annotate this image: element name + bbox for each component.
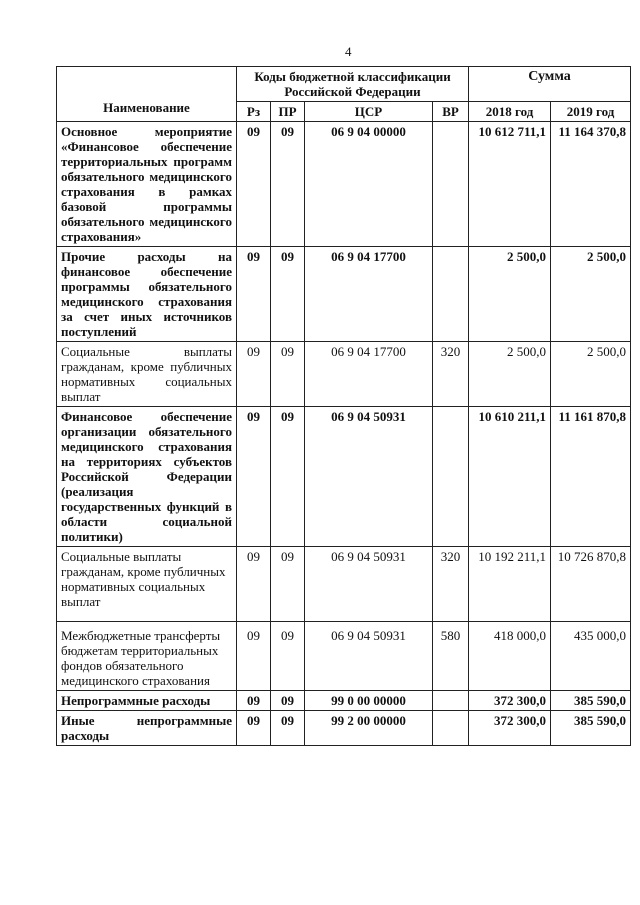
row-2018: 372 300,0 <box>469 711 551 746</box>
row-name: Непрограммные расходы <box>57 691 237 711</box>
row-pr: 09 <box>271 342 305 407</box>
row-name: Прочие расходы на финансовое обеспечение программы обязательного медицинского страхования за счет иных источников поступлений <box>57 247 237 342</box>
row-2019: 2 500,0 <box>551 247 631 342</box>
header-pr: ПР <box>271 102 305 122</box>
row-2019: 2 500,0 <box>551 342 631 407</box>
row-csr: 06 9 04 00000 <box>305 122 433 247</box>
row-vr: 320 <box>433 342 469 407</box>
row-2019: 11 161 870,8 <box>551 407 631 547</box>
row-pr: 09 <box>271 547 305 622</box>
header-csr: ЦСР <box>305 102 433 122</box>
row-2018: 2 500,0 <box>469 342 551 407</box>
row-2019: 435 000,0 <box>551 622 631 691</box>
row-rz: 09 <box>237 711 271 746</box>
table-row <box>57 622 631 691</box>
row-2018: 10 612 711,1 <box>469 122 551 247</box>
row-vr <box>433 122 469 247</box>
row-2019: 10 726 870,8 <box>551 547 631 622</box>
row-2018: 2 500,0 <box>469 247 551 342</box>
row-vr: 320 <box>433 547 469 622</box>
header-vr: ВР <box>433 102 469 122</box>
row-2018: 372 300,0 <box>469 691 551 711</box>
row-2019: 385 590,0 <box>551 711 631 746</box>
header-2018: 2018 год <box>469 102 551 122</box>
table-row <box>57 691 631 711</box>
table-row <box>57 122 631 247</box>
row-name: Финансовое обеспечение организации обязательного медицинского страхования на территориях субъектов Российской Федерации (реализация государственных функций в области социальной политики) <box>57 407 237 547</box>
row-2018: 418 000,0 <box>469 622 551 691</box>
row-name: Основное мероприятие «Финансовое обеспечение территориальных программ обязательного медицинского страхования в рамках базовой программы обязательного медицинского страхования» <box>57 122 237 247</box>
row-2018: 10 192 211,1 <box>469 547 551 622</box>
row-2019: 385 590,0 <box>551 691 631 711</box>
row-name: Межбюджетные трансферты бюджетам территориальных фондов обязательного медицинского страхования <box>57 622 237 691</box>
row-name: Социальные выплаты гражданам, кроме публичных нормативных социальных выплат <box>57 342 237 407</box>
header-row-top <box>57 67 631 102</box>
row-csr: 99 2 00 00000 <box>305 711 433 746</box>
row-rz: 09 <box>237 547 271 622</box>
budget-table <box>56 66 631 746</box>
header-2019: 2019 год <box>551 102 631 122</box>
row-rz: 09 <box>237 691 271 711</box>
row-vr <box>433 407 469 547</box>
table-row <box>57 547 631 622</box>
row-csr: 06 9 04 50931 <box>305 547 433 622</box>
row-csr: 06 9 04 50931 <box>305 407 433 547</box>
row-vr <box>433 247 469 342</box>
row-2018: 10 610 211,1 <box>469 407 551 547</box>
row-vr <box>433 691 469 711</box>
row-pr: 09 <box>271 691 305 711</box>
row-pr: 09 <box>271 711 305 746</box>
header-rz: Рз <box>237 102 271 122</box>
header-name: Наименование <box>57 67 237 122</box>
row-rz: 09 <box>237 247 271 342</box>
row-pr: 09 <box>271 247 305 342</box>
page-number: 4 <box>345 44 352 59</box>
row-rz: 09 <box>237 407 271 547</box>
row-rz: 09 <box>237 122 271 247</box>
row-rz: 09 <box>237 342 271 407</box>
row-csr: 06 9 04 17700 <box>305 247 433 342</box>
table-row <box>57 342 631 407</box>
row-pr: 09 <box>271 122 305 247</box>
row-2019: 11 164 370,8 <box>551 122 631 247</box>
row-rz: 09 <box>237 622 271 691</box>
row-csr: 99 0 00 00000 <box>305 691 433 711</box>
header-codes-group: Коды бюджетной классификации Российской Федерации <box>237 67 469 102</box>
row-csr: 06 9 04 50931 <box>305 622 433 691</box>
row-vr: 580 <box>433 622 469 691</box>
row-pr: 09 <box>271 622 305 691</box>
row-name: Иные непрограммные расходы <box>57 711 237 746</box>
table-row <box>57 407 631 547</box>
table-row <box>57 247 631 342</box>
row-csr: 06 9 04 17700 <box>305 342 433 407</box>
row-pr: 09 <box>271 407 305 547</box>
row-vr <box>433 711 469 746</box>
table-row <box>57 711 631 746</box>
header-sum-group: Сумма <box>469 67 631 102</box>
row-name: Социальные выплаты гражданам, кроме публичных нормативных социальных выплат <box>57 547 237 622</box>
